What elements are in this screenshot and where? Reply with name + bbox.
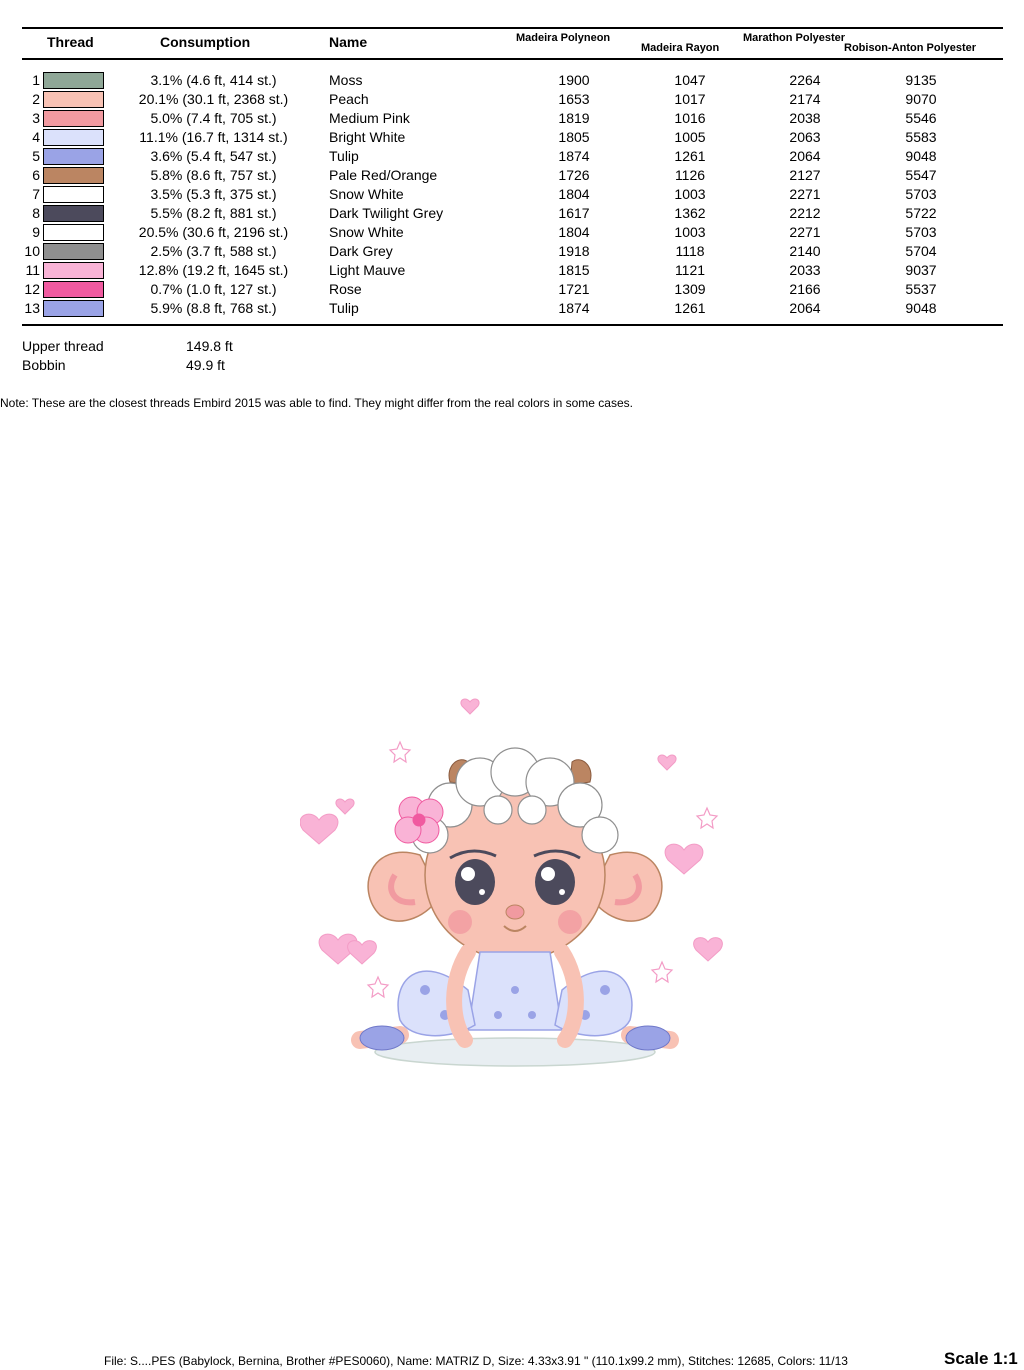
madeira-polyneon-code: 1874 bbox=[558, 148, 590, 164]
madeira-polyneon-code: 1819 bbox=[558, 110, 590, 126]
robison-anton-polyester-code: 5703 bbox=[905, 186, 937, 202]
bottom-rule bbox=[22, 324, 1003, 326]
marathon-polyester-code: 2064 bbox=[789, 148, 821, 164]
madeira-rayon-code: 1121 bbox=[674, 262, 706, 278]
thread-consumption: 3.5% (5.3 ft, 375 st.) bbox=[150, 186, 277, 202]
madeira-polyneon-code: 1617 bbox=[558, 205, 590, 221]
scale-label: Scale 1:1 bbox=[944, 1349, 1018, 1368]
marathon-polyester-code: 2271 bbox=[789, 186, 821, 202]
thread-color-swatch bbox=[43, 167, 104, 184]
thread-name: Snow White bbox=[329, 224, 404, 240]
thread-number: 6 bbox=[32, 167, 40, 183]
thread-number: 4 bbox=[32, 129, 40, 145]
header-marathon-polyester: Marathon Polyester bbox=[743, 32, 846, 44]
madeira-polyneon-code: 1874 bbox=[558, 300, 590, 316]
marathon-polyester-code: 2264 bbox=[789, 72, 821, 88]
top-rule bbox=[22, 27, 1003, 29]
madeira-rayon-code: 1362 bbox=[674, 205, 706, 221]
thread-name: Dark Twilight Grey bbox=[329, 205, 444, 221]
thread-name: Tulip bbox=[329, 148, 359, 164]
thread-color-swatch bbox=[43, 110, 104, 127]
thread-name: Pale Red/Orange bbox=[329, 167, 438, 183]
madeira-rayon-code: 1003 bbox=[674, 186, 706, 202]
robison-anton-polyester-code: 9037 bbox=[905, 262, 937, 278]
robison-anton-polyester-code: 5537 bbox=[905, 281, 937, 297]
robison-anton-polyester-code: 5703 bbox=[905, 224, 937, 240]
thread-color-swatch bbox=[43, 262, 104, 279]
thread-color-swatch bbox=[43, 205, 104, 222]
thread-consumption: 3.1% (4.6 ft, 414 st.) bbox=[150, 72, 277, 88]
header-madeira-rayon: Madeira Rayon bbox=[641, 42, 720, 54]
marathon-polyester-code: 2127 bbox=[789, 167, 821, 183]
thread-consumption: 5.9% (8.8 ft, 768 st.) bbox=[150, 300, 277, 316]
thread-color-swatch bbox=[43, 243, 104, 260]
marathon-polyester-code: 2063 bbox=[789, 129, 821, 145]
madeira-polyneon-code: 1900 bbox=[558, 72, 590, 88]
madeira-polyneon-code: 1815 bbox=[558, 262, 590, 278]
thread-name: Peach bbox=[329, 91, 369, 107]
thread-consumption: 5.8% (8.6 ft, 757 st.) bbox=[150, 167, 277, 183]
madeira-polyneon-code: 1804 bbox=[558, 224, 590, 240]
robison-anton-polyester-code: 5704 bbox=[905, 243, 937, 259]
header-thread: Thread bbox=[47, 34, 94, 50]
robison-anton-polyester-code: 5547 bbox=[905, 167, 937, 183]
madeira-polyneon-code: 1721 bbox=[558, 281, 590, 297]
thread-number: 3 bbox=[32, 110, 40, 126]
marathon-polyester-code: 2064 bbox=[789, 300, 821, 316]
thread-row bbox=[0, 147, 1024, 166]
thread-number: 5 bbox=[32, 148, 40, 164]
thread-row bbox=[0, 185, 1024, 204]
bobbin-value: 49.9 ft bbox=[186, 357, 225, 373]
thread-row bbox=[0, 90, 1024, 109]
header-consumption: Consumption bbox=[160, 34, 251, 50]
thread-number: 2 bbox=[32, 91, 40, 107]
madeira-rayon-code: 1309 bbox=[674, 281, 706, 297]
marathon-polyester-code: 2140 bbox=[789, 243, 821, 259]
robison-anton-polyester-code: 5583 bbox=[905, 129, 937, 145]
thread-color-swatch bbox=[43, 186, 104, 203]
thread-row bbox=[0, 128, 1024, 147]
thread-name: Tulip bbox=[329, 300, 359, 316]
thread-row bbox=[0, 71, 1024, 90]
thread-row bbox=[0, 204, 1024, 223]
thread-consumption: 20.5% (30.6 ft, 2196 st.) bbox=[138, 224, 289, 240]
thread-name: Medium Pink bbox=[329, 110, 410, 126]
thread-consumption: 11.1% (16.7 ft, 1314 st.) bbox=[139, 129, 288, 145]
thread-name: Light Mauve bbox=[329, 262, 406, 278]
marathon-polyester-code: 2033 bbox=[789, 262, 821, 278]
header-robison-anton-polyester: Robison-Anton Polyester bbox=[844, 42, 977, 54]
thread-consumption: 12.8% (19.2 ft, 1645 st.) bbox=[138, 262, 289, 278]
thread-color-swatch bbox=[43, 224, 104, 241]
marathon-polyester-code: 2174 bbox=[789, 91, 821, 107]
thread-number: 8 bbox=[32, 205, 40, 221]
thread-row bbox=[0, 299, 1024, 318]
madeira-rayon-code: 1003 bbox=[674, 224, 706, 240]
madeira-rayon-code: 1017 bbox=[674, 91, 706, 107]
embroidery-design-preview bbox=[300, 690, 730, 1080]
madeira-rayon-code: 1118 bbox=[675, 243, 705, 259]
thread-consumption: 2.5% (3.7 ft, 588 st.) bbox=[150, 243, 277, 259]
thread-number: 9 bbox=[32, 224, 40, 240]
thread-consumption: 5.0% (7.4 ft, 705 st.) bbox=[150, 110, 277, 126]
bobbin-label: Bobbin bbox=[22, 357, 66, 373]
header-name: Name bbox=[329, 34, 368, 50]
thread-color-swatch bbox=[43, 281, 104, 298]
thread-number: 12 bbox=[24, 281, 40, 297]
thread-name: Bright White bbox=[329, 129, 406, 145]
robison-anton-polyester-code: 9070 bbox=[905, 91, 937, 107]
thread-number: 7 bbox=[32, 186, 40, 202]
robison-anton-polyester-code: 5546 bbox=[905, 110, 937, 126]
thread-color-swatch bbox=[43, 300, 104, 317]
madeira-rayon-code: 1126 bbox=[674, 167, 706, 183]
robison-anton-polyester-code: 9135 bbox=[905, 72, 937, 88]
thread-number: 13 bbox=[24, 300, 40, 316]
madeira-rayon-code: 1047 bbox=[674, 72, 706, 88]
robison-anton-polyester-code: 5722 bbox=[905, 205, 937, 221]
thread-number: 10 bbox=[24, 243, 40, 259]
thread-row bbox=[0, 261, 1024, 280]
marathon-polyester-code: 2212 bbox=[789, 205, 821, 221]
madeira-rayon-code: 1261 bbox=[674, 300, 706, 316]
thread-consumption: 5.5% (8.2 ft, 881 st.) bbox=[150, 205, 277, 221]
thread-color-swatch bbox=[43, 148, 104, 165]
thread-name: Snow White bbox=[329, 186, 404, 202]
madeira-polyneon-code: 1726 bbox=[558, 167, 590, 183]
thread-row bbox=[0, 109, 1024, 128]
robison-anton-polyester-code: 9048 bbox=[905, 148, 937, 164]
madeira-rayon-code: 1005 bbox=[674, 129, 706, 145]
thread-name: Rose bbox=[329, 281, 362, 297]
thread-consumption: 20.1% (30.1 ft, 2368 st.) bbox=[138, 91, 289, 107]
marathon-polyester-code: 2038 bbox=[789, 110, 821, 126]
upper-thread-label: Upper thread bbox=[22, 338, 104, 354]
marathon-polyester-code: 2271 bbox=[789, 224, 821, 240]
thread-row bbox=[0, 166, 1024, 185]
thread-color-swatch bbox=[43, 91, 104, 108]
thread-name: Moss bbox=[329, 72, 363, 88]
madeira-polyneon-code: 1918 bbox=[558, 243, 590, 259]
note-text: Note: These are the closest threads Embird 2015 was able to find. They might differ from the real colors in some cases. bbox=[0, 396, 633, 410]
thread-row bbox=[0, 223, 1024, 242]
thread-number: 1 bbox=[32, 72, 40, 88]
madeira-polyneon-code: 1804 bbox=[558, 186, 590, 202]
marathon-polyester-code: 2166 bbox=[789, 281, 821, 297]
robison-anton-polyester-code: 9048 bbox=[905, 300, 937, 316]
header-madeira-polyneon: Madeira Polyneon bbox=[516, 32, 611, 44]
thread-consumption: 3.6% (5.4 ft, 547 st.) bbox=[150, 148, 277, 164]
header-rule bbox=[22, 58, 1003, 60]
thread-number: 11 bbox=[25, 262, 40, 278]
thread-consumption: 0.7% (1.0 ft, 127 st.) bbox=[150, 281, 277, 297]
upper-thread-value: 149.8 ft bbox=[186, 338, 233, 354]
thread-color-swatch bbox=[43, 72, 104, 89]
file-info-footer: File: S....PES (Babylock, Bernina, Brother #PES0060), Name: MATRIZ D, Size: 4.33x3.91 " (110.1x99.2 mm), Stitches: 12685, Colors: 11/13 bbox=[104, 1354, 848, 1368]
madeira-polyneon-code: 1805 bbox=[558, 129, 590, 145]
thread-row bbox=[0, 242, 1024, 261]
madeira-rayon-code: 1261 bbox=[674, 148, 706, 164]
thread-color-swatch bbox=[43, 129, 104, 146]
madeira-rayon-code: 1016 bbox=[674, 110, 706, 126]
thread-name: Dark Grey bbox=[329, 243, 393, 259]
thread-row bbox=[0, 280, 1024, 299]
madeira-polyneon-code: 1653 bbox=[558, 91, 590, 107]
